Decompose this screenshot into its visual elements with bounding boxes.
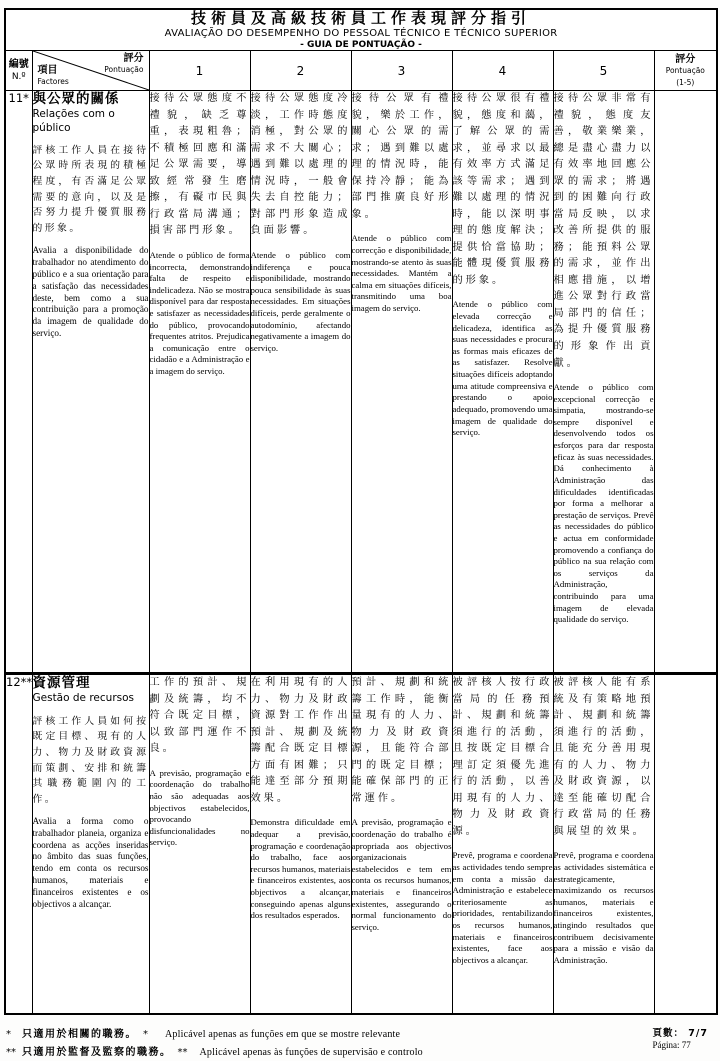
footnotes xyxy=(6,1026,566,1061)
factor-12-score-1-cell xyxy=(149,674,250,1014)
factor-12-score-3-zh: 預計、規劃和統籌工作時，能衡量現有的人力、物力及財政資源，且能符合部門的既定目標；能確保部門的正常運作。 xyxy=(351,677,452,804)
footnote-relevant-functions xyxy=(6,1026,566,1044)
factor-11-score-3-zh: 接待公眾有禮貌，樂於工作，關心公眾的需求；遇到難以處理的情況時，能保持冷靜；能為部門推廣良好形象。 xyxy=(351,93,452,220)
footnote-2-marker-pt: ** xyxy=(177,1046,188,1058)
title-row xyxy=(5,9,717,51)
table-row-factor-11 xyxy=(5,91,717,674)
factor-12-number: 12** xyxy=(5,674,32,1014)
factor-11-desc-zh: 評核工作人員在接待公眾時所表現的積極程度，有否滿足公眾需要的意向，以及是否努力提升優質服務的形象。 xyxy=(32,144,149,235)
factor-11-score-4-pt: Atende o público com elevada correcção e delicadeza, identifica as suas necessidades e procura as formas mais eficazes de as satisfazer. Resolve situações difíceis adoptando uma atitude compreensiva e prestando o apoio adequado, promovendo uma imagem de qualidade do serviço. xyxy=(452,299,553,438)
footnote-1-marker: * xyxy=(6,1029,11,1040)
factor-11-score-2-cell xyxy=(250,91,351,674)
factor-11-score-4-cell xyxy=(452,91,553,674)
factor-11-description-cell xyxy=(32,91,149,674)
header-id-pt: N.º xyxy=(11,71,26,82)
header-score-pt: Pontuação xyxy=(104,64,144,74)
header-factor-pt: Factores xyxy=(37,76,69,86)
page-number-zh: 頁數： 7/7 xyxy=(652,1028,708,1039)
factor-12-score-4-zh: 被評核人按行政當局的任務預計、規劃和統籌須進行的活動，且按既定目標合理訂定須優先進行的活動，以善用現有的人力、物力及財政資源。 xyxy=(452,677,553,837)
factor-12-score-5-zh: 被評核人能有系統及有策略地預計、規劃和統籌須進行的活動，且能充分善用現有的人力、物力及財政資源，以達至能確切配合行政當局的任務與展望的效果。 xyxy=(553,677,654,837)
footnote-1-pt: Aplicável apenas as funções em que se mostre relevante xyxy=(165,1029,401,1040)
header-id-cell xyxy=(5,51,32,91)
factor-12-score-2-zh: 在利用現有的人力、物力及財政資源對工作作出預計、規劃及統籌配合既定目標方面有困難；只能達至部分預期效果。 xyxy=(250,677,351,804)
factor-11-score-5-cell xyxy=(553,91,654,674)
footnote-1-zh: 只適用於相關的職務。 xyxy=(22,1029,137,1040)
document-title-pt: AVALIAÇÃO DO DESEMPENHO DO PESSOAL TÉCNICO E TÉCNICO SUPERIOR xyxy=(164,28,558,40)
factor-11-score-1-cell xyxy=(149,91,250,674)
factor-12-final-score-cell xyxy=(654,674,717,1014)
factor-11-score-1-zh: 接待公眾態度不禮貌，缺乏尊重，表現粗魯；不積極回應和滿足公眾需要，導致經常發生磨擦，有礙市民與行政當局溝通；損害部門形象。 xyxy=(149,93,250,237)
footnote-2-zh: 只適用於監督及監察的職務。 xyxy=(22,1046,172,1058)
header-final-range: (1-5) xyxy=(676,77,695,87)
header-score-5: 5 xyxy=(553,51,654,91)
header-score-2: 2 xyxy=(250,51,351,91)
factor-11-score-2-zh: 接待公眾態度冷淡，工作時態度消極，對公眾的需求不大關心；遇到難以處理的情況時，一般會失去自控能力；對部門形象造成負面影響。 xyxy=(250,93,351,237)
factor-12-description-cell xyxy=(32,674,149,1014)
factor-12-score-4-cell xyxy=(452,674,553,1014)
header-score-1: 1 xyxy=(149,51,250,91)
factor-12-score-2-cell xyxy=(250,674,351,1014)
factor-11-final-score-cell xyxy=(654,91,717,674)
header-id-zh: 編號 xyxy=(8,58,29,70)
factor-11-score-1-pt: Atende o público de forma incorrecta, demonstrando falta de respeito e indelicadeza. Não se mostra disponível para dar resposta e satisfazer as necessidades do público, provocando frequentes atritos. Prejudica a comunicação entre o cidadão e a Administração e a imagem do serviço. xyxy=(149,249,250,376)
factor-12-score-5-pt: Prevê, programa e coordena as actividades sistemática e estrategicamente, maximizando os recursos humanos, materiais e financeiros existentes, atingindo resultados que contribuem decisivamente para a missão e visão da Administração. xyxy=(553,850,654,965)
page-number-pt: Página: 77 xyxy=(652,1040,691,1051)
factor-12-score-4-pt: Prevê, programa e coordena as actividades tendo sempre em conta a missão da Administração e estabelece criteriosamente as prioridades, rentabilizando os recursos humanos, materiais e financeiros existentes, face aos objectivos a alcançar. xyxy=(452,850,553,965)
factor-11-number: 11* xyxy=(5,91,32,674)
factor-12-score-3-pt: A previsão, programação e coordenação do trabalho é apropriada aos objectivos organizacionais estabelecidos e tem em conta os recursos humanos, materiais e financeiros existentes, assegurando o normal funcionamento do serviço. xyxy=(351,817,452,932)
factor-12-score-1-zh: 工作的預計、規劃及統籌，均不符合既定目標，以致部門運作不良。 xyxy=(149,677,250,755)
factor-11-score-4-zh: 接待公眾很有禮貌，態度和藹，了解公眾的需求，並尋求以最有效率方式滿足該等需求；遇到難以處理的情況時，能以深明事理的態度解決；提供恰當協助；能體現優質服務的形象。 xyxy=(452,93,553,286)
footnote-2-pt: Aplicável apenas às funções de supervisão e controlo xyxy=(199,1046,423,1058)
header-final-score-cell xyxy=(654,51,717,91)
document-title-zh: 技術員及高級技術員工作表現評分指引 xyxy=(191,9,532,27)
factor-12-score-1-pt: A previsão, programação e coordenação do trabalho não são adequadas aos objectivos estabelecidos, provocando disfuncionalidades no serviço. xyxy=(149,767,250,848)
footnote-supervision-functions xyxy=(6,1044,566,1061)
factor-12-score-2-pt: Demonstra dificuldade em adequar a previsão, programação e coordenação do trabalho, face aos recursos humanos, materiais e financeiros existentes, aos objectivos a alcançar, conseguindo apenas alguns dos resultados esperados. xyxy=(250,817,351,921)
factor-11-title-zh: 與公眾的關係 xyxy=(32,91,120,108)
footnote-2-marker: ** xyxy=(6,1046,16,1058)
header-score-zh: 評分 xyxy=(123,53,144,65)
factor-11-score-5-zh: 接待公眾非常有禮貌，態度友善，敬業樂業，總是盡心盡力以有效率地回應公眾的需求；將遇到的困難向行政當局反映，以求改善所提供的服務；能預料公眾的需求，並作出相應措施，以增進公眾對行政當局部門的信任；為提升優質服務的形象作出貢獻。 xyxy=(553,93,654,369)
factor-12-title-pt: Gestão de recursos xyxy=(32,692,134,705)
scoring-guide-table xyxy=(4,8,718,1015)
factor-11-score-3-pt: Atende o público com correcção e disponibilidade, mostrando-se atento às suas necessidades. Mantém a calma em situações difíceis, transmitindo uma boa imagem do serviço. xyxy=(351,233,452,314)
factor-11-desc-pt: Avalia a disponibilidade do trabalhador no atendimento do público e a sua orientação para a satisfação das necessidades deste, bem como a sua contribuição para a promoção da imagem de qualidade do serviço. xyxy=(32,244,149,339)
header-factor-score-cell xyxy=(32,51,149,91)
factor-12-desc-zh: 評核工作人員如何按既定目標、現有的人力、物力及財政資源而策劃、安排和統籌其職務範圍內的工作。 xyxy=(32,715,149,805)
header-score-3: 3 xyxy=(351,51,452,91)
page-number-block xyxy=(653,1028,709,1052)
footnote-1-marker-pt: * xyxy=(143,1029,148,1040)
factor-12-score-3-cell xyxy=(351,674,452,1014)
column-header-row xyxy=(5,51,717,91)
factor-12-desc-pt: Avalia a forma como o trabalhador planeia, organiza e coordena as acções inseridas no âmbito das suas funções, tendo em conta os recursos humanos, materiais e financeiros existentes e os objectivos a alcançar. xyxy=(32,815,149,910)
header-final-zh: 評分 xyxy=(675,53,696,65)
factor-12-title-zh: 資源管理 xyxy=(32,675,91,692)
header-factor-zh: 項目 xyxy=(37,65,58,77)
header-score-4: 4 xyxy=(452,51,553,91)
document-subtitle: - GUIA DE PONTUAÇÃO - xyxy=(300,40,422,51)
factor-11-score-2-pt: Atende o público com indiferença e pouca disponibilidade, mostrando pouca sensibilidade às suas necessidades. Em situações difíceis, perde geralmente o autodomínio, afectando negativamente a imagem do serviço. xyxy=(250,249,351,353)
title-block xyxy=(5,9,717,51)
factor-11-title-pt: Relações com o público xyxy=(32,108,115,134)
factor-12-score-5-cell xyxy=(553,674,654,1014)
header-final-pt: Pontuação xyxy=(665,66,705,75)
factor-11-score-3-cell xyxy=(351,91,452,674)
factor-11-score-5-pt: Atende o público com excepcional correcção e simpatia, mostrando-se sempre disponível e desenvolvendo todos os esforços para dar resposta eficaz às suas necessidades. Dá conhecimento à Administração das dificuldades identificadas por forma a melhorar a prestação de serviços. Prevê as necessidades do público e actua em conformidade promovendo a confiança do público na sua relação com os serviços da Administração, contribuindo para uma imagem de elevada qualidade do serviço. xyxy=(553,382,654,625)
table-row-factor-12 xyxy=(5,674,717,1014)
